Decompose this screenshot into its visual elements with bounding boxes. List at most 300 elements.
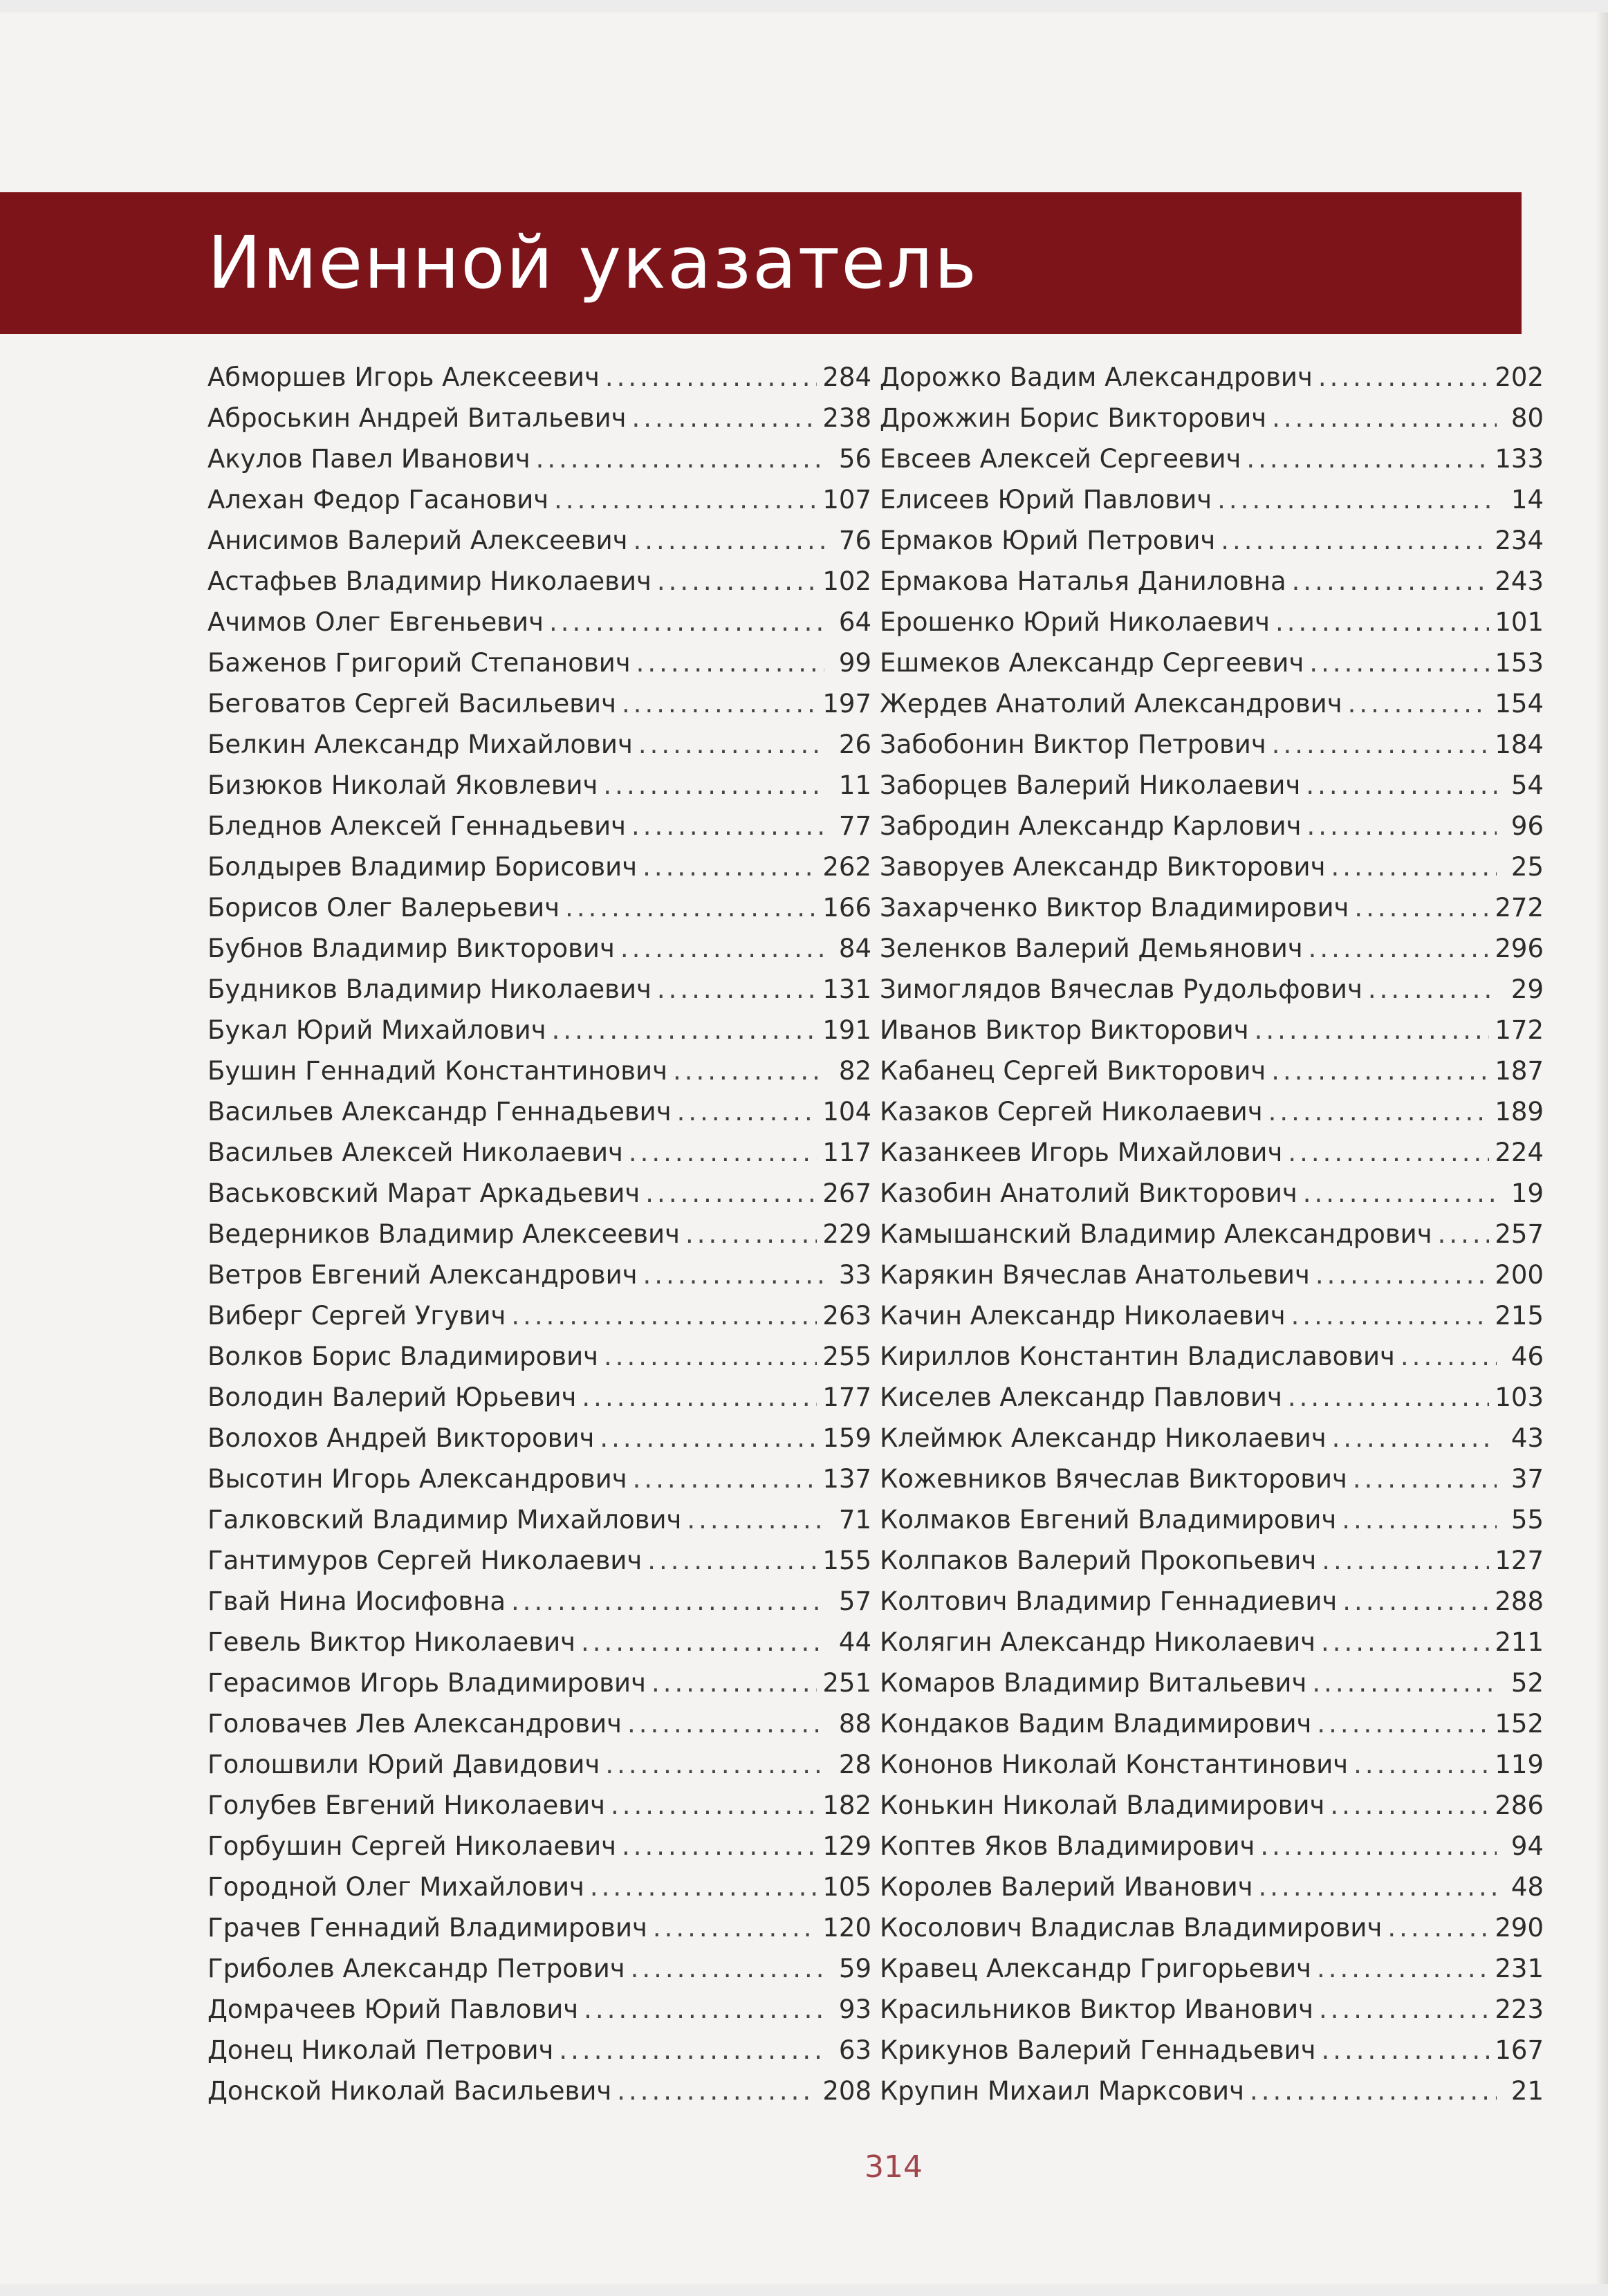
dot-leader	[1315, 1255, 1490, 1295]
page-title: Именной указатель	[207, 221, 978, 305]
entry-page-number: 93	[838, 1994, 871, 2024]
index-entry	[207, 1826, 871, 1867]
index-entry	[880, 561, 1544, 602]
dot-leader	[685, 1214, 817, 1255]
entry-name: Букал Юрий Михайлович	[207, 1015, 546, 1045]
dot-leader	[1217, 479, 1497, 520]
entry-page-number: 200	[1495, 1260, 1544, 1290]
index-entry	[207, 520, 871, 561]
title-band	[0, 192, 1522, 334]
dot-leader	[687, 1499, 824, 1540]
index-entry	[880, 1091, 1544, 1132]
entry-name: Гевель Виктор Николаевич	[207, 1627, 575, 1657]
entry-name: Колягин Александр Николаевич	[880, 1627, 1316, 1657]
index-entry	[207, 357, 871, 398]
dot-leader	[622, 1826, 817, 1867]
entry-name: Колтович Владимир Геннадиевич	[880, 1586, 1338, 1616]
dot-leader	[511, 1295, 817, 1336]
dot-leader	[559, 2030, 824, 2071]
entry-name: Кондаков Вадим Владимирович	[880, 1709, 1312, 1739]
index-entry	[880, 1948, 1544, 1989]
entry-page-number: 284	[822, 362, 871, 392]
dot-leader	[1272, 398, 1497, 438]
entry-page-number: 166	[822, 893, 871, 923]
entry-page-number: 296	[1495, 934, 1544, 963]
entry-page-number: 251	[822, 1668, 871, 1698]
dot-leader	[605, 1744, 824, 1785]
entry-page-number: 131	[822, 974, 871, 1004]
entry-page-number: 99	[838, 648, 871, 678]
entry-page-number: 208	[822, 2076, 871, 2106]
entry-name: Крупин Михаил Марксович	[880, 2076, 1244, 2106]
entry-page-number: 223	[1495, 1994, 1544, 2024]
index-entry	[207, 1295, 871, 1336]
entry-name: Королев Валерий Иванович	[880, 1872, 1253, 1902]
entry-name: Дрожжин Борис Викторович	[880, 403, 1267, 433]
dot-leader	[673, 1050, 824, 1091]
entry-name: Коптев Яков Владимирович	[880, 1831, 1255, 1861]
entry-name: Борисов Олег Валерьевич	[207, 893, 560, 923]
entry-name: Карякин Вячеслав Анатольевич	[880, 1260, 1310, 1290]
index-entry	[880, 438, 1544, 479]
entry-name: Евсеев Алексей Сергеевич	[880, 444, 1241, 474]
dot-leader	[1271, 1050, 1489, 1091]
entry-name: Горбушин Сергей Николаевич	[207, 1831, 617, 1861]
entry-name: Астафьев Владимир Николаевич	[207, 566, 651, 596]
dot-leader	[657, 561, 817, 602]
entry-name: Алехан Федор Гасанович	[207, 485, 549, 515]
dot-leader	[622, 683, 817, 724]
entry-page-number: 153	[1495, 648, 1544, 678]
entry-page-number: 182	[822, 1790, 871, 1820]
dot-leader	[1312, 1663, 1497, 1703]
dot-leader	[1438, 1214, 1490, 1255]
dot-leader	[1322, 2030, 1490, 2071]
entry-page-number: 197	[822, 689, 871, 719]
index-entry	[207, 1255, 871, 1295]
dot-leader	[651, 1663, 817, 1703]
entry-page-number: 129	[822, 1831, 871, 1861]
entry-name: Васильев Алексей Николаевич	[207, 1138, 623, 1167]
index-entry	[207, 1499, 871, 1540]
entry-page-number: 224	[1495, 1138, 1544, 1167]
entry-page-number: 234	[1495, 526, 1544, 555]
entry-name: Жердев Анатолий Александрович	[880, 689, 1342, 719]
dot-leader	[1317, 1703, 1489, 1744]
entry-name: Заворуев Александр Викторович	[880, 852, 1326, 882]
entry-name: Зимоглядов Вячеслав Рудольфович	[880, 974, 1362, 1004]
entry-name: Гриболев Александр Петрович	[207, 1954, 625, 1983]
entry-page-number: 44	[838, 1627, 871, 1657]
index-entry	[880, 1377, 1544, 1418]
dot-leader	[1331, 846, 1497, 887]
dot-leader	[631, 1948, 824, 1989]
entry-page-number: 54	[1510, 770, 1544, 800]
dot-leader	[1255, 1010, 1490, 1050]
index-entry	[880, 1703, 1544, 1744]
index-entry	[880, 724, 1544, 765]
index-entry	[207, 438, 871, 479]
index-entry	[207, 1336, 871, 1377]
index-entry	[880, 479, 1544, 520]
dot-leader	[1401, 1336, 1497, 1377]
dot-leader	[636, 642, 824, 683]
index-entry	[880, 1540, 1544, 1581]
entry-page-number: 159	[822, 1423, 871, 1453]
dot-leader	[1250, 2071, 1497, 2111]
entry-name: Будников Владимир Николаевич	[207, 974, 651, 1004]
index-entry	[207, 724, 871, 765]
entry-page-number: 105	[822, 1872, 871, 1902]
entry-page-number: 127	[1495, 1546, 1544, 1575]
entry-name: Головачев Лев Александрович	[207, 1709, 622, 1739]
entry-name: Ермакова Наталья Даниловна	[880, 566, 1286, 596]
entry-page-number: 155	[822, 1546, 871, 1575]
entry-name: Косолович Владислав Владимирович	[880, 1913, 1383, 1943]
index-entry	[880, 1826, 1544, 1867]
index-entry	[207, 806, 871, 846]
entry-name: Казобин Анатолий Викторович	[880, 1178, 1297, 1208]
entry-page-number: 96	[1510, 811, 1544, 841]
entry-page-number: 33	[838, 1260, 871, 1290]
index-entry	[880, 683, 1544, 724]
dot-leader	[584, 1989, 824, 2030]
index-entry	[207, 1581, 871, 1622]
dot-leader	[647, 1540, 817, 1581]
entry-name: Крикунов Валерий Геннадьевич	[880, 2035, 1316, 2065]
index-entry	[207, 1622, 871, 1663]
entry-name: Киселев Александр Павлович	[880, 1382, 1282, 1412]
index-entry	[880, 1255, 1544, 1295]
index-entry	[880, 765, 1544, 806]
entry-name: Захарченко Виктор Владимирович	[880, 893, 1349, 923]
index-entry	[880, 2030, 1544, 2071]
entry-name: Баженов Григорий Степанович	[207, 648, 631, 678]
entry-page-number: 211	[1495, 1627, 1544, 1657]
entry-name: Анисимов Валерий Алексеевич	[207, 526, 628, 555]
dot-leader	[1272, 724, 1490, 765]
entry-name: Волков Борис Владимирович	[207, 1342, 599, 1371]
entry-name: Кравец Александр Григорьевич	[880, 1954, 1311, 1983]
index-entry	[880, 1867, 1544, 1907]
index-entry	[207, 887, 871, 928]
entry-name: Ачимов Олег Евгеньевич	[207, 607, 544, 637]
entry-page-number: 14	[1510, 485, 1544, 515]
dot-leader	[1246, 438, 1489, 479]
entry-name: Ветров Евгений Александрович	[207, 1260, 638, 1290]
entry-name: Володин Валерий Юрьевич	[207, 1382, 577, 1412]
entry-name: Аброськин Андрей Витальевич	[207, 403, 627, 433]
index-entry	[207, 398, 871, 438]
index-entry	[207, 1010, 871, 1050]
index-entry	[880, 1744, 1544, 1785]
entry-name: Колмаков Евгений Владимирович	[880, 1505, 1337, 1535]
dot-leader	[1268, 1091, 1490, 1132]
dot-leader	[1348, 683, 1490, 724]
index-column-left	[207, 357, 871, 2111]
entry-page-number: 137	[822, 1464, 871, 1494]
index-entry	[880, 1010, 1544, 1050]
entry-page-number: 80	[1510, 403, 1544, 433]
index-entry	[880, 1581, 1544, 1622]
dot-leader	[565, 887, 817, 928]
index-entry	[207, 602, 871, 642]
index-entry	[207, 1540, 871, 1581]
entry-page-number: 215	[1495, 1301, 1544, 1331]
entry-name: Герасимов Игорь Владимирович	[207, 1668, 646, 1698]
index-entry	[880, 1173, 1544, 1214]
entry-name: Камышанский Владимир Александрович	[880, 1219, 1432, 1249]
entry-name: Бубнов Владимир Викторович	[207, 934, 615, 963]
entry-page-number: 119	[1495, 1750, 1544, 1779]
dot-leader	[600, 1418, 817, 1459]
entry-name: Конькин Николай Владимирович	[880, 1790, 1325, 1820]
entry-name: Высотин Игорь Александрович	[207, 1464, 627, 1494]
entry-name: Домрачеев Юрий Павлович	[207, 1994, 579, 2024]
index-entry	[207, 1785, 871, 1826]
entry-page-number: 263	[822, 1301, 871, 1331]
entry-page-number: 152	[1495, 1709, 1544, 1739]
entry-name: Елисеев Юрий Павлович	[880, 485, 1212, 515]
entry-name: Кабанец Сергей Викторович	[880, 1056, 1266, 1086]
entry-page-number: 37	[1510, 1464, 1544, 1494]
dot-leader	[1309, 642, 1489, 683]
entry-page-number: 257	[1495, 1219, 1544, 1249]
index-entry	[207, 1989, 871, 2030]
dot-leader	[1306, 765, 1497, 806]
entry-name: Дорожко Вадим Александрович	[880, 362, 1313, 392]
index-entry	[207, 1703, 871, 1744]
dot-leader	[620, 928, 824, 969]
entry-page-number: 120	[822, 1913, 871, 1943]
entry-page-number: 29	[1510, 974, 1544, 1004]
entry-name: Ермаков Юрий Петрович	[880, 526, 1216, 555]
index-entry	[207, 1459, 871, 1499]
entry-page-number: 184	[1495, 730, 1544, 759]
entry-name: Качин Александр Николаевич	[880, 1301, 1286, 1331]
entry-page-number: 88	[838, 1709, 871, 1739]
index-entry	[880, 846, 1544, 887]
entry-page-number: 102	[822, 566, 871, 596]
dot-leader	[552, 1010, 817, 1050]
entry-page-number: 231	[1495, 1954, 1544, 1983]
entry-page-number: 107	[822, 485, 871, 515]
dot-leader	[1330, 1785, 1489, 1826]
entry-name: Васьковский Марат Аркадьевич	[207, 1178, 640, 1208]
index-entry	[207, 1867, 871, 1907]
index-entry	[880, 928, 1544, 969]
entry-name: Волохов Андрей Викторович	[207, 1423, 595, 1453]
entry-page-number: 172	[1495, 1015, 1544, 1045]
dot-leader	[627, 1703, 824, 1744]
index-entry	[207, 1050, 871, 1091]
entry-name: Акулов Павел Иванович	[207, 444, 530, 474]
entry-name: Колпаков Валерий Прокопьевич	[880, 1546, 1317, 1575]
index-entry	[207, 1377, 871, 1418]
entry-page-number: 94	[1510, 1831, 1544, 1861]
entry-name: Ерошенко Юрий Николаевич	[880, 607, 1270, 637]
index-entry	[880, 1459, 1544, 1499]
entry-page-number: 238	[822, 403, 871, 433]
dot-leader	[511, 1581, 824, 1622]
dot-leader	[653, 1907, 817, 1948]
index-entry	[880, 1132, 1544, 1173]
book-page	[0, 12, 1608, 2284]
dot-leader	[611, 1785, 817, 1826]
dot-leader	[1387, 1907, 1489, 1948]
entry-name: Голошвили Юрий Давидович	[207, 1750, 600, 1779]
entry-page-number: 154	[1495, 689, 1544, 719]
entry-page-number: 243	[1495, 566, 1544, 596]
entry-page-number: 167	[1495, 2035, 1544, 2065]
entry-name: Казаков Сергей Николаевич	[880, 1097, 1263, 1127]
entry-name: Болдырев Владимир Борисович	[207, 852, 638, 882]
entry-page-number: 229	[822, 1219, 871, 1249]
index-entry	[207, 765, 871, 806]
dot-leader	[1288, 1377, 1490, 1418]
entry-page-number: 57	[838, 1586, 871, 1616]
index-column-right	[880, 357, 1544, 2111]
entry-name: Виберг Сергей Угувич	[207, 1301, 506, 1331]
dot-leader	[645, 1173, 817, 1214]
entry-page-number: 104	[822, 1097, 871, 1127]
entry-page-number: 52	[1510, 1668, 1544, 1698]
index-entry	[207, 479, 871, 520]
dot-leader	[1319, 1989, 1489, 2030]
entry-name: Абморшев Игорь Алексеевич	[207, 362, 600, 392]
dot-leader	[629, 1132, 817, 1173]
index-entry	[207, 928, 871, 969]
dot-leader	[633, 1459, 817, 1499]
dot-leader	[603, 765, 824, 806]
index-entry	[207, 1418, 871, 1459]
entry-page-number: 101	[1495, 607, 1544, 637]
entry-page-number: 117	[822, 1138, 871, 1167]
entry-name: Васильев Александр Геннадьевич	[207, 1097, 672, 1127]
entry-page-number: 202	[1495, 362, 1544, 392]
dot-leader	[1318, 357, 1490, 398]
dot-leader	[1309, 928, 1490, 969]
dot-leader	[536, 438, 824, 479]
index-entry	[880, 1663, 1544, 1703]
entry-name: Грачев Геннадий Владимирович	[207, 1913, 647, 1943]
entry-name: Беговатов Сергей Васильевич	[207, 689, 616, 719]
entry-name: Галковский Владимир Михайлович	[207, 1505, 682, 1535]
entry-page-number: 21	[1510, 2076, 1544, 2106]
entry-page-number: 262	[822, 852, 871, 882]
entry-page-number: 63	[838, 2035, 871, 2065]
entry-page-number: 267	[822, 1178, 871, 1208]
index-entry	[880, 1499, 1544, 1540]
dot-leader	[1353, 1459, 1497, 1499]
entry-name: Донской Николай Васильевич	[207, 2076, 612, 2106]
entry-page-number: 286	[1495, 1790, 1544, 1820]
entry-name: Кириллов Константин Владиславович	[880, 1342, 1395, 1371]
entry-name: Гвай Нина Иосифовна	[207, 1586, 506, 1616]
index-entry	[880, 887, 1544, 928]
entry-page-number: 59	[838, 1954, 871, 1983]
index-entry	[880, 1622, 1544, 1663]
entry-page-number: 25	[1510, 852, 1544, 882]
index-entry	[207, 1132, 871, 1173]
dot-leader	[1332, 1418, 1497, 1459]
entry-page-number: 255	[822, 1342, 871, 1371]
dot-leader	[1288, 1132, 1489, 1173]
index-entry	[207, 1744, 871, 1785]
entry-page-number: 48	[1510, 1872, 1544, 1902]
entry-page-number: 28	[838, 1750, 871, 1779]
index-entry	[880, 2071, 1544, 2111]
index-entry	[880, 357, 1544, 398]
entry-name: Белкин Александр Михайлович	[207, 730, 633, 759]
dot-leader	[1342, 1499, 1497, 1540]
entry-name: Комаров Владимир Витальевич	[880, 1668, 1307, 1698]
index-entry	[880, 398, 1544, 438]
dot-leader	[1306, 806, 1497, 846]
dot-leader	[590, 1867, 817, 1907]
entry-page-number: 43	[1510, 1423, 1544, 1453]
dot-leader	[582, 1377, 817, 1418]
entry-name: Кожевников Вячеслав Викторович	[880, 1464, 1347, 1494]
dot-leader	[677, 1091, 817, 1132]
index-entry	[880, 642, 1544, 683]
dot-leader	[604, 1336, 817, 1377]
entry-name: Бизюков Николай Яковлевич	[207, 770, 598, 800]
dot-leader	[617, 2071, 817, 2111]
index-entry	[880, 806, 1544, 846]
entry-name: Забродин Александр Карлович	[880, 811, 1302, 841]
index-entry	[207, 1173, 871, 1214]
entry-page-number: 71	[838, 1505, 871, 1535]
dot-leader	[643, 1255, 824, 1295]
entry-name: Забобонин Виктор Петрович	[880, 730, 1266, 759]
dot-leader	[549, 602, 824, 642]
dot-leader	[631, 806, 824, 846]
entry-page-number: 82	[838, 1056, 871, 1086]
entry-name: Клеймюк Александр Николаевич	[880, 1423, 1327, 1453]
entry-name: Городной Олег Михайлович	[207, 1872, 584, 1902]
entry-page-number: 272	[1495, 893, 1544, 923]
dot-leader	[1303, 1173, 1497, 1214]
entry-page-number: 187	[1495, 1056, 1544, 1086]
entry-name: Гантимуров Сергей Николаевич	[207, 1546, 643, 1575]
entry-name: Бушин Геннадий Константинович	[207, 1056, 667, 1086]
entry-page-number: 64	[838, 607, 871, 637]
entry-name: Казанкеев Игорь Михайлович	[880, 1138, 1283, 1167]
dot-leader	[657, 969, 817, 1010]
entry-page-number: 103	[1495, 1382, 1544, 1412]
index-entry	[880, 1907, 1544, 1948]
index-entry	[207, 561, 871, 602]
index-entry	[207, 1091, 871, 1132]
entry-name: Ешмеков Александр Сергеевич	[880, 648, 1304, 678]
index-entry	[880, 1050, 1544, 1091]
index-entry	[880, 1785, 1544, 1826]
dot-leader	[581, 1622, 824, 1663]
entry-page-number: 76	[838, 526, 871, 555]
entry-name: Ведерников Владимир Алексеевич	[207, 1219, 680, 1249]
entry-page-number: 84	[838, 934, 871, 963]
index-entry	[207, 2030, 871, 2071]
dot-leader	[1260, 1826, 1497, 1867]
entry-name: Иванов Виктор Викторович	[880, 1015, 1249, 1045]
dot-leader	[1322, 1540, 1489, 1581]
index-entry	[880, 1295, 1544, 1336]
entry-name: Кононов Николай Константинович	[880, 1750, 1349, 1779]
index-entry	[880, 1989, 1544, 2030]
entry-name: Голубев Евгений Николаевич	[207, 1790, 605, 1820]
dot-leader	[631, 398, 817, 438]
